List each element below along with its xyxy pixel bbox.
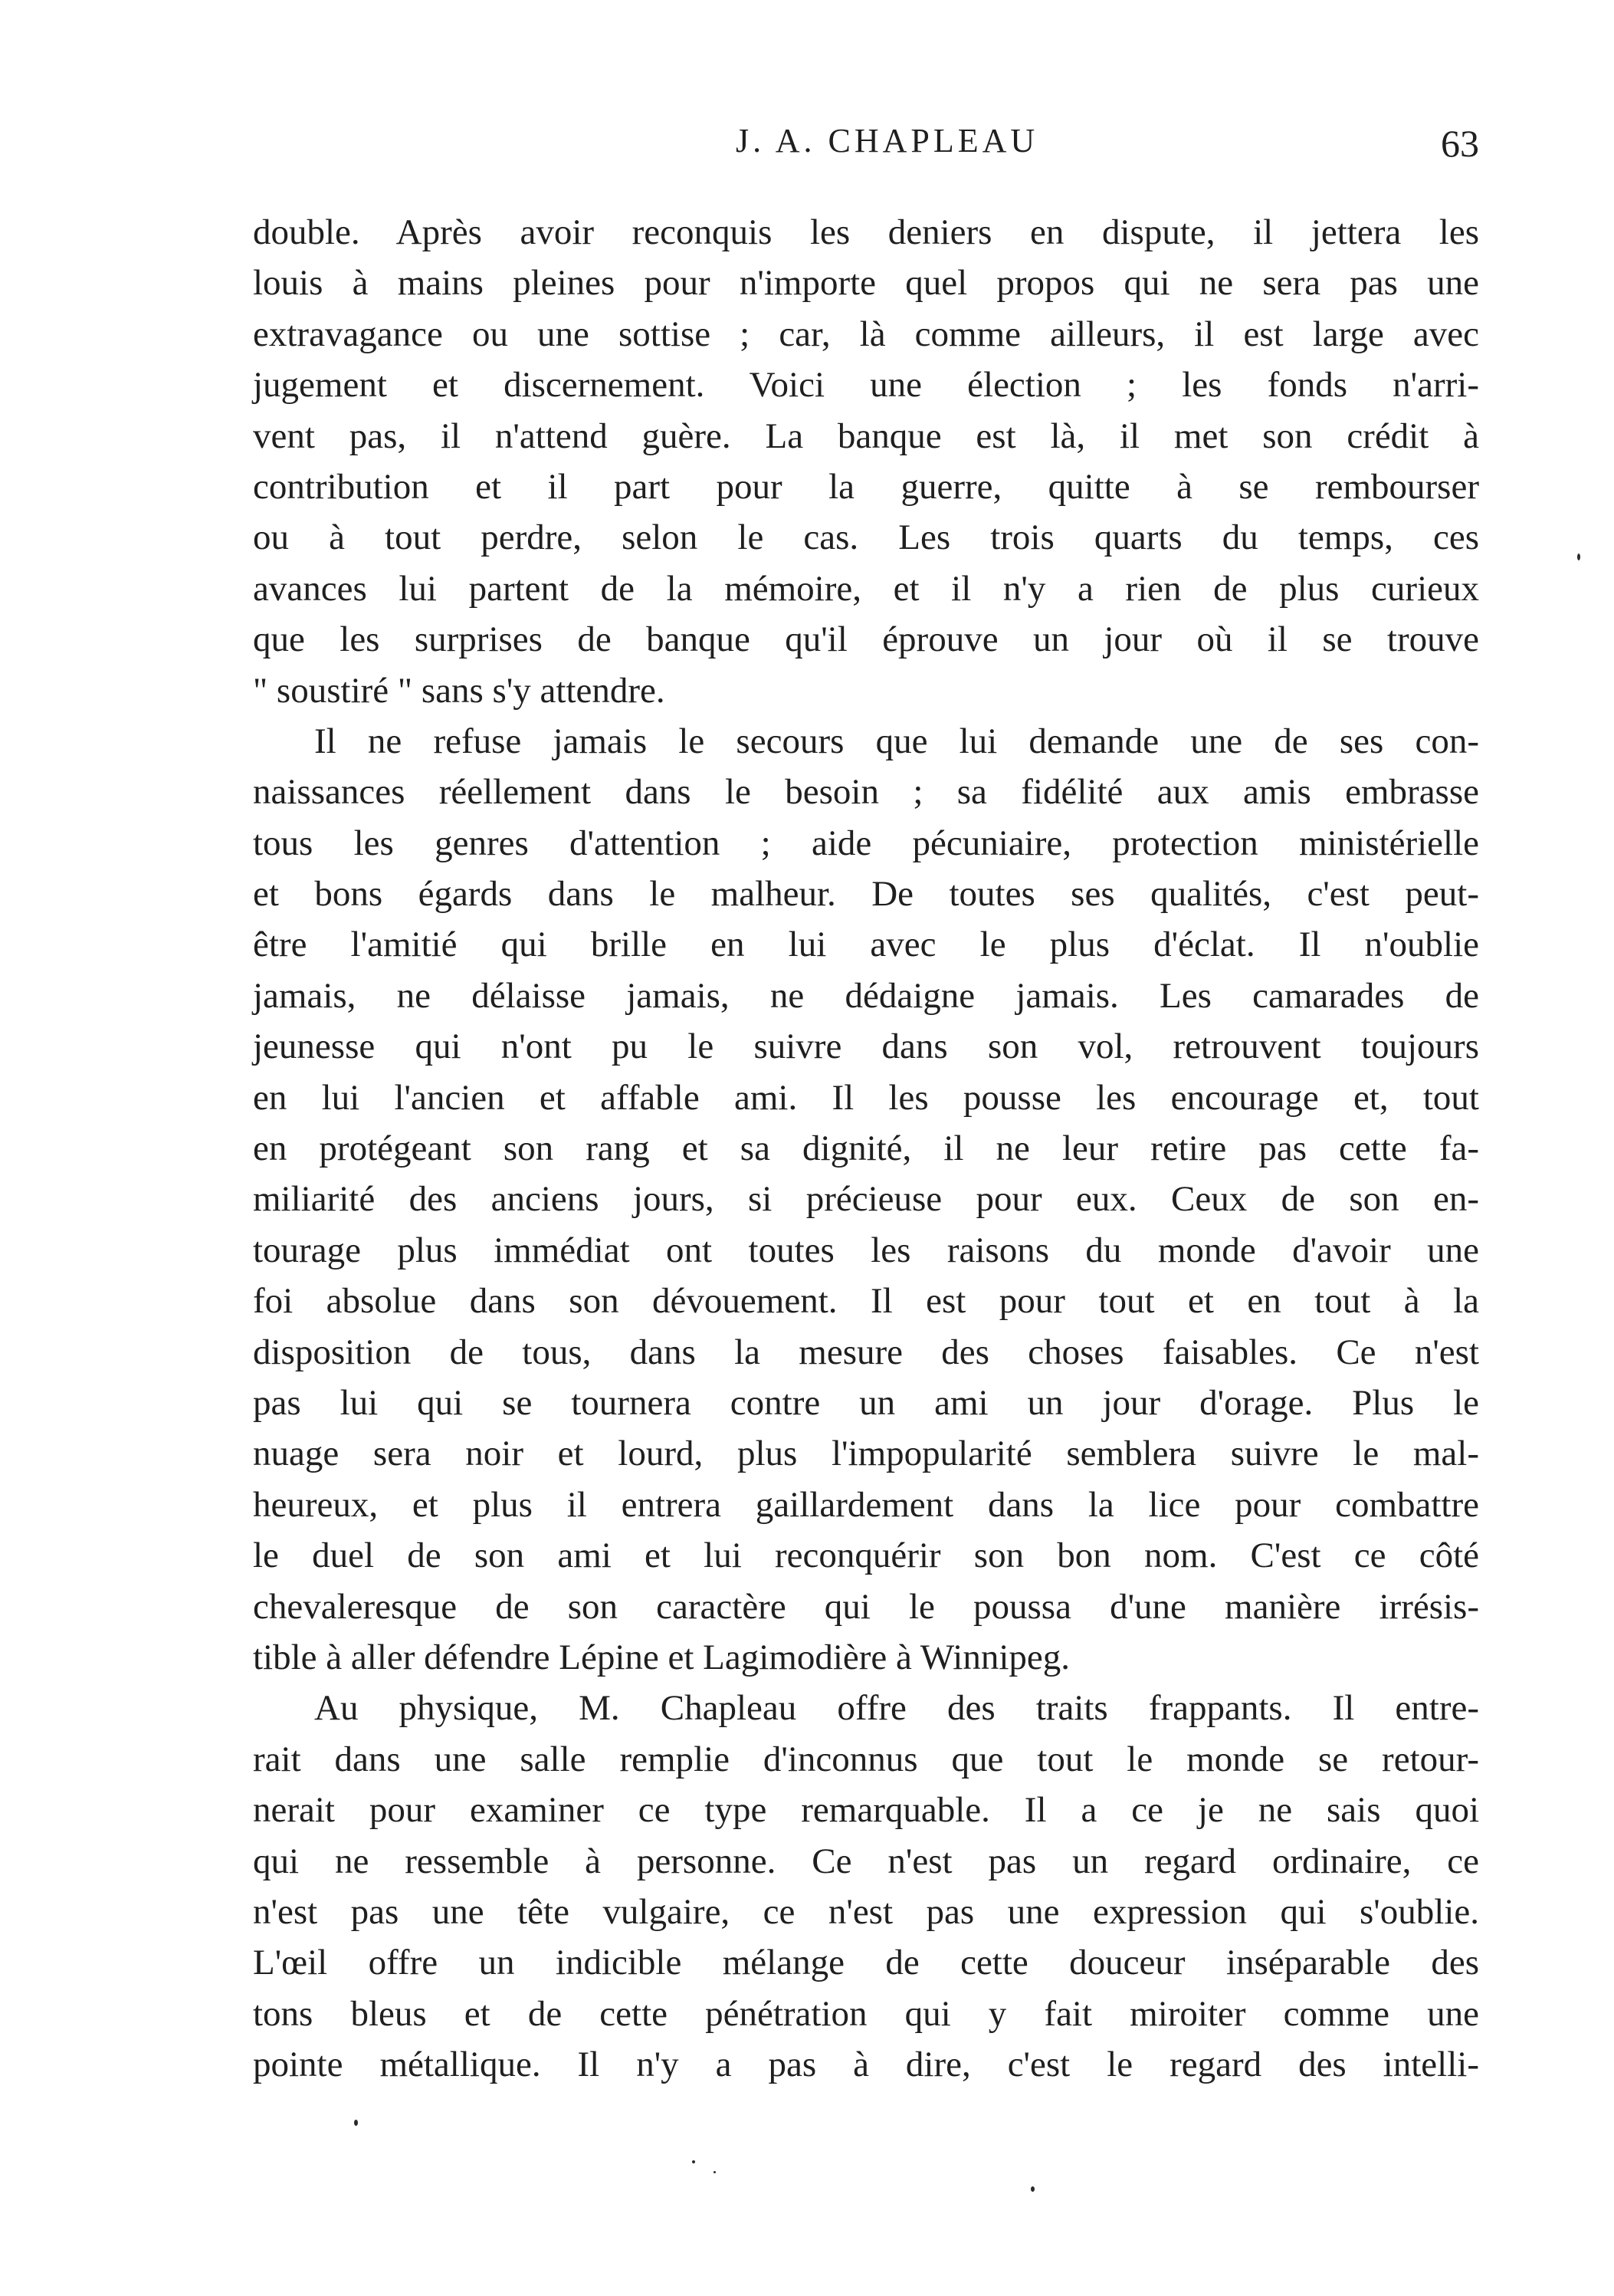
text-line: vent pas, il n'attend guère. La banque est là, il met son crédit à xyxy=(253,416,1479,456)
text-line: jeunesse qui n'ont pu le suivre dans son vol, retrouvent toujours xyxy=(253,1026,1479,1067)
text-line: ou à tout perdre, selon le cas. Les trois quarts du temps, ces xyxy=(253,517,1479,558)
text-line: jugement et discernement. Voici une élection ; les fonds n'arri- xyxy=(253,365,1479,406)
text-line: tous les genres d'attention ; aide pécuniaire, protection ministérielle xyxy=(253,823,1479,863)
text-line: chevaleresque de son caractère qui le poussa d'une manière irrésis- xyxy=(253,1586,1479,1627)
text-line: nuage sera noir et lourd, plus l'impopularité semblera suivre le mal- xyxy=(253,1434,1479,1474)
text-line: que les surprises de banque qu'il éprouve un jour où il se trouve xyxy=(253,619,1479,660)
page-number: 63 xyxy=(1441,122,1479,165)
scan-speck xyxy=(1577,553,1580,560)
scan-speck xyxy=(714,2171,716,2173)
text-line: n'est pas une tête vulgaire, ce n'est pas une expression qui s'oublie. xyxy=(253,1891,1479,1932)
text-line: louis à mains pleines pour n'importe quel propos qui ne sera pas une xyxy=(253,263,1479,304)
text-line: pointe métallique. Il n'y a pas à dire, c'est le regard des intelli- xyxy=(253,2045,1479,2085)
text-line: contribution et il part pour la guerre, quitte à se rembourser xyxy=(253,466,1479,507)
text-line: et bons égards dans le malheur. De toutes ses qualités, c'est peut- xyxy=(253,874,1479,915)
text-line: extravagance ou une sottise ; car, là comme ailleurs, il est large avec xyxy=(253,314,1479,354)
text-line: tible à aller défendre Lépine et Lagimodière à Winnipeg. xyxy=(253,1637,1071,1677)
text-line: naissances réellement dans le besoin ; sa fidélité aux amis embrasse xyxy=(253,772,1479,813)
text-line: être l'amitié qui brille en lui avec le plus d'éclat. Il n'oublie xyxy=(253,925,1479,965)
scan-speck xyxy=(692,2160,695,2163)
text-line: Il ne refuse jamais le secours que lui demande une de ses con- xyxy=(314,721,1479,761)
text-line: qui ne ressemble à personne. Ce n'est pas un regard ordinaire, ce xyxy=(253,1841,1479,1881)
text-line: " soustiré " sans s'y attendre. xyxy=(253,670,665,711)
text-line: heureux, et plus il entrera gaillardement dans la lice pour combattre xyxy=(253,1484,1479,1525)
text-line: le duel de son ami et lui reconquérir son bon nom. C'est ce côté xyxy=(253,1536,1479,1576)
text-line: disposition de tous, dans la mesure des choses faisables. Ce n'est xyxy=(253,1332,1479,1372)
text-line: en protégeant son rang et sa dignité, il ne leur retire pas cette fa- xyxy=(253,1128,1479,1169)
text-line: tourage plus immédiat ont toutes les raisons du monde d'avoir une xyxy=(253,1230,1479,1270)
text-line: double. Après avoir reconquis les deniers en dispute, il jettera les xyxy=(253,212,1479,252)
text-line: miliarité des anciens jours, si précieuse pour eux. Ceux de son en- xyxy=(253,1179,1479,1220)
text-line: tons bleus et de cette pénétration qui y fait miroiter comme une xyxy=(253,1993,1479,2034)
text-line: nerait pour examiner ce type remarquable. Il a ce je ne sais quoi xyxy=(253,1790,1479,1831)
text-line: L'œil offre un indicible mélange de cette douceur inséparable des xyxy=(253,1943,1479,1983)
text-line: en lui l'ancien et affable ami. Il les pousse les encourage et, tout xyxy=(253,1077,1479,1118)
text-line: Au physique, M. Chapleau offre des traits frappants. Il entre- xyxy=(314,1688,1479,1729)
text-line: rait dans une salle remplie d'inconnus que tout le monde se retour- xyxy=(253,1739,1479,1779)
scan-speck xyxy=(354,2120,358,2126)
scan-speck xyxy=(1031,2186,1035,2192)
text-line: foi absolue dans son dévouement. Il est pour tout et en tout à la xyxy=(253,1281,1479,1322)
running-head: J. A. CHAPLEAU xyxy=(736,122,1039,159)
body-text xyxy=(253,207,1479,2090)
text-line: pas lui qui se tournera contre un ami un jour d'orage. Plus le xyxy=(253,1382,1479,1423)
text-line: avances lui partent de la mémoire, et il n'y a rien de plus curieux xyxy=(253,568,1479,609)
text-line: jamais, ne délaisse jamais, ne dédaigne jamais. Les camarades de xyxy=(253,975,1479,1016)
